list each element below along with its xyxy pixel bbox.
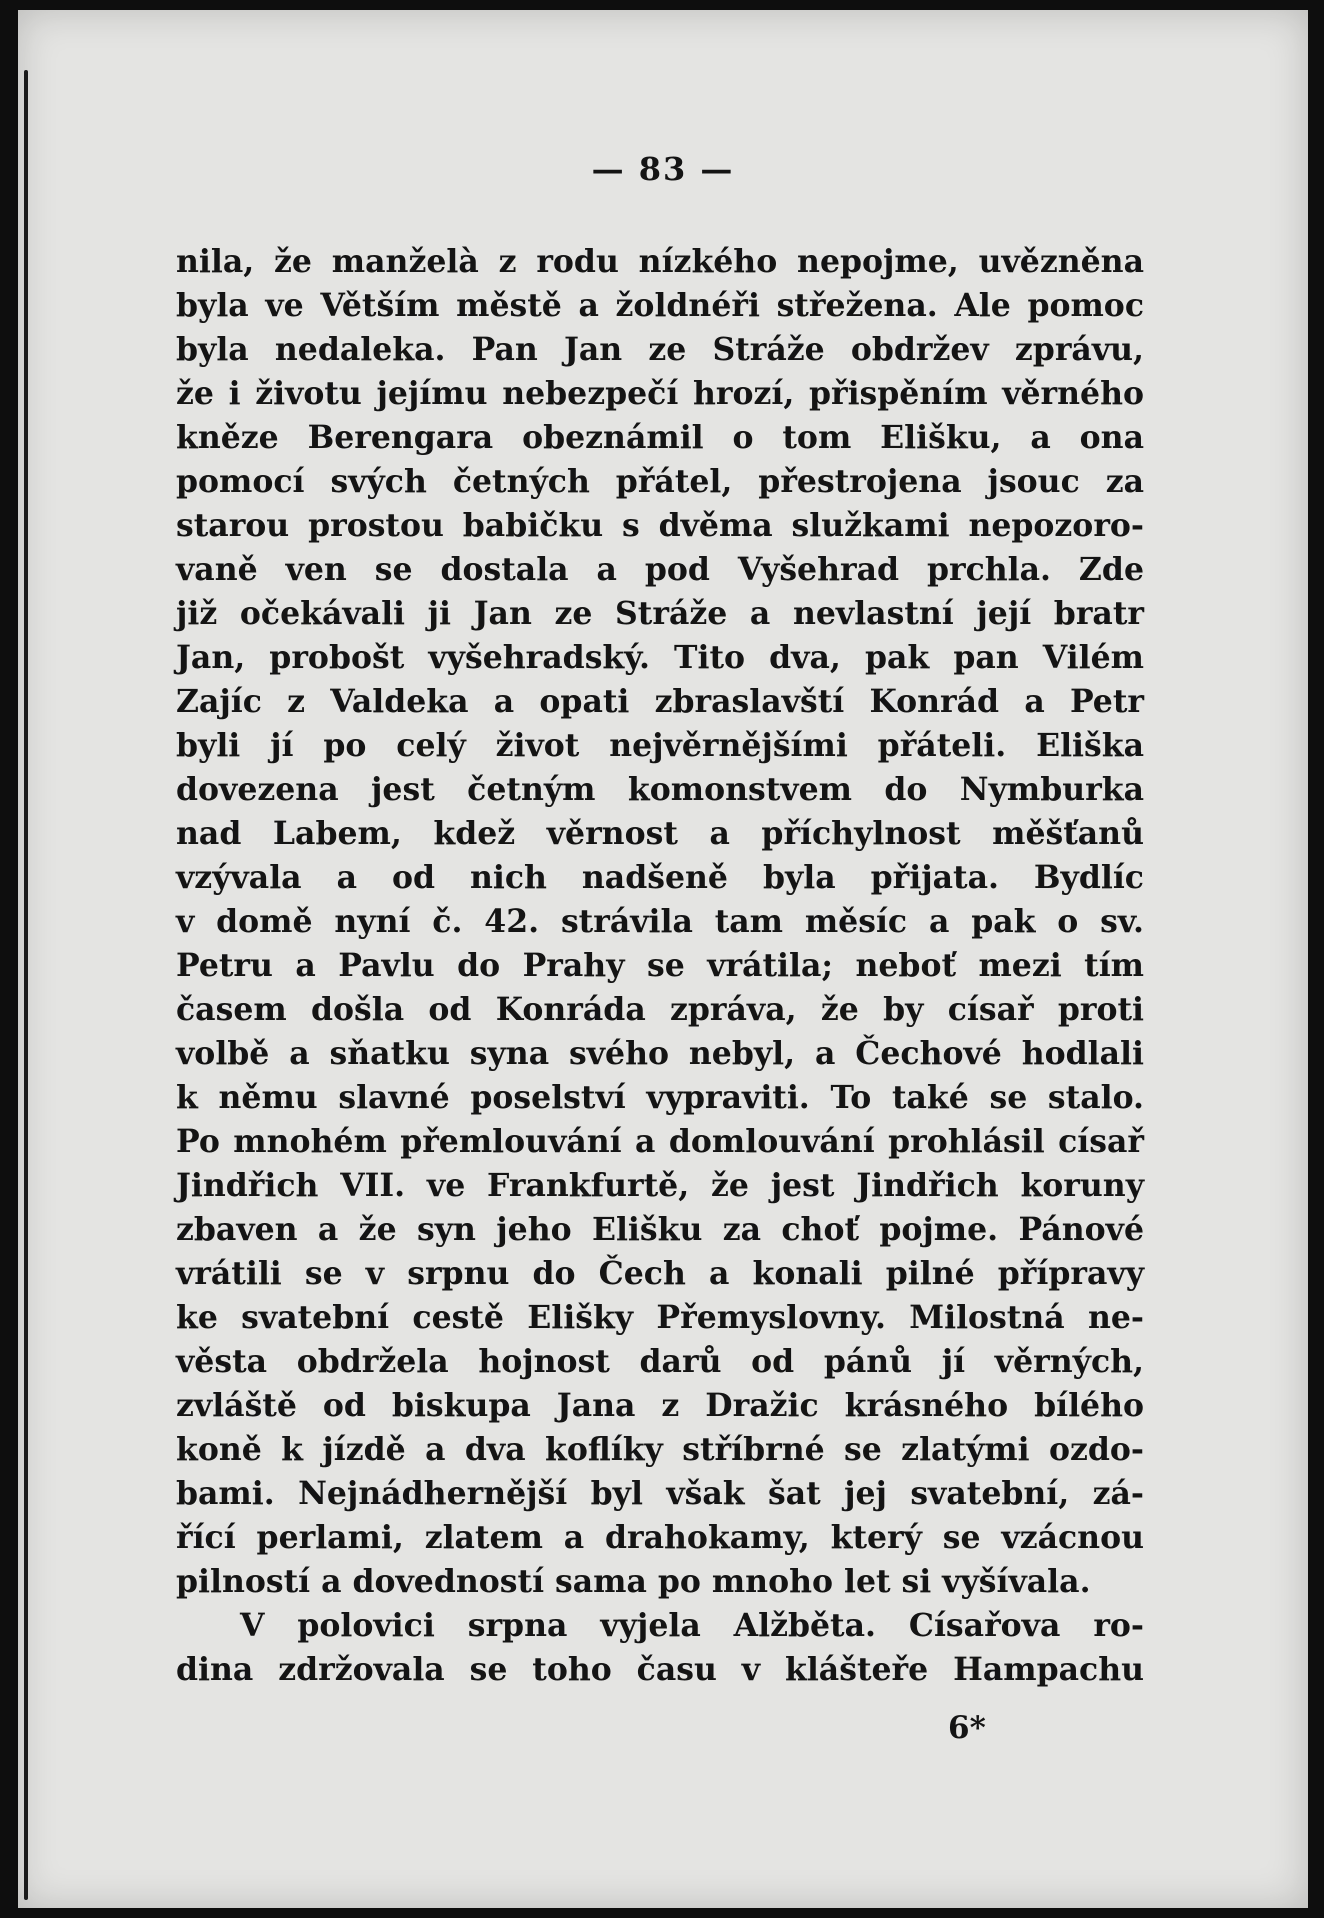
text-line: byli jí po celý život nejvěrnějšími přáteli. Eliška bbox=[176, 727, 1144, 764]
text-line: Jan, probošt vyšehradský. Tito dva, pak pan Vilém bbox=[176, 639, 1144, 676]
binding-edge bbox=[24, 70, 28, 1900]
text-line: koně k jízdě a dva koflíky stříbrné se zlatými ozdo- bbox=[176, 1431, 1144, 1468]
signature-mark: 6* bbox=[948, 1710, 986, 1746]
text-line: již očekávali ji Jan ze Stráže a nevlastní její bratr bbox=[176, 595, 1144, 632]
text-line: Petru a Pavlu do Prahy se vrátila; neboť mezi tím bbox=[176, 947, 1144, 984]
book-page bbox=[18, 10, 1308, 1908]
text-line: starou prostou babičku s dvěma služkami nepozoro- bbox=[176, 507, 1144, 544]
text-line: pilností a dovedností sama po mnoho let si vyšívala. bbox=[176, 1563, 1091, 1600]
text-line: byla nedaleka. Pan Jan ze Stráže obdržev zprávu, bbox=[176, 331, 1144, 368]
text-line: kněze Berengara obeznámil o tom Elišku, a ona bbox=[176, 419, 1144, 456]
text-line: časem došla od Konráda zpráva, že by císař proti bbox=[176, 991, 1144, 1028]
text-line: V polovici srpna vyjela Alžběta. Císařova ro- bbox=[240, 1607, 1144, 1644]
text-line: zbaven a že syn jeho Elišku za choť pojme. Pánové bbox=[176, 1211, 1144, 1248]
text-line: k němu slavné poselství vypraviti. To také se stalo. bbox=[176, 1079, 1144, 1116]
text-line: v domě nyní č. 42. strávila tam měsíc a pak o sv. bbox=[176, 903, 1144, 940]
text-line: Po mnohém přemlouvání a domlouvání prohlásil císař bbox=[176, 1123, 1144, 1160]
text-line: nad Labem, kdež věrnost a příchylnost měšťanů bbox=[176, 815, 1144, 852]
text-line: nila, že manželà z rodu nízkého nepojme, uvězněna bbox=[176, 243, 1144, 280]
text-line: ke svatební cestě Elišky Přemyslovny. Milostná ne- bbox=[176, 1299, 1144, 1336]
text-line: bami. Nejnádhernější byl však šat jej svatební, zá- bbox=[176, 1475, 1144, 1512]
body-text bbox=[176, 240, 1144, 1692]
text-line: věsta obdržela hojnost darů od pánů jí věrných, bbox=[176, 1343, 1144, 1380]
text-line: pomocí svých četných přátel, přestrojena jsouc za bbox=[176, 463, 1144, 500]
text-line: že i životu jejímu nebezpečí hrozí, přispěním věrného bbox=[176, 375, 1144, 412]
text-line: zvláště od biskupa Jana z Dražic krásného bílého bbox=[176, 1387, 1144, 1424]
text-line: dovezena jest četným komonstvem do Nymburka bbox=[176, 771, 1144, 808]
paragraph-2 bbox=[176, 1604, 1144, 1692]
text-line: Jindřich VII. ve Frankfurtě, že jest Jindřich koruny bbox=[176, 1167, 1144, 1204]
text-line: dina zdržovala se toho času v klášteře Hampachu bbox=[176, 1651, 1144, 1688]
text-line: vaně ven se dostala a pod Vyšehrad prchla. Zde bbox=[176, 551, 1144, 588]
text-line: byla ve Větším městě a žoldnéři střežena. Ale pomoc bbox=[176, 287, 1144, 324]
text-line: vzývala a od nich nadšeně byla přijata. Bydlíc bbox=[176, 859, 1144, 896]
text-line: volbě a sňatku syna svého nebyl, a Čechové hodlali bbox=[176, 1035, 1144, 1072]
page-number: — 83 — bbox=[591, 150, 735, 188]
paragraph-1 bbox=[176, 240, 1144, 1604]
text-line: vrátili se v srpnu do Čech a konali pilné přípravy bbox=[176, 1255, 1144, 1292]
text-line: Zajíc z Valdeka a opati zbraslavští Konrád a Petr bbox=[176, 683, 1144, 720]
text-line: řící perlami, zlatem a drahokamy, který se vzácnou bbox=[176, 1519, 1144, 1556]
